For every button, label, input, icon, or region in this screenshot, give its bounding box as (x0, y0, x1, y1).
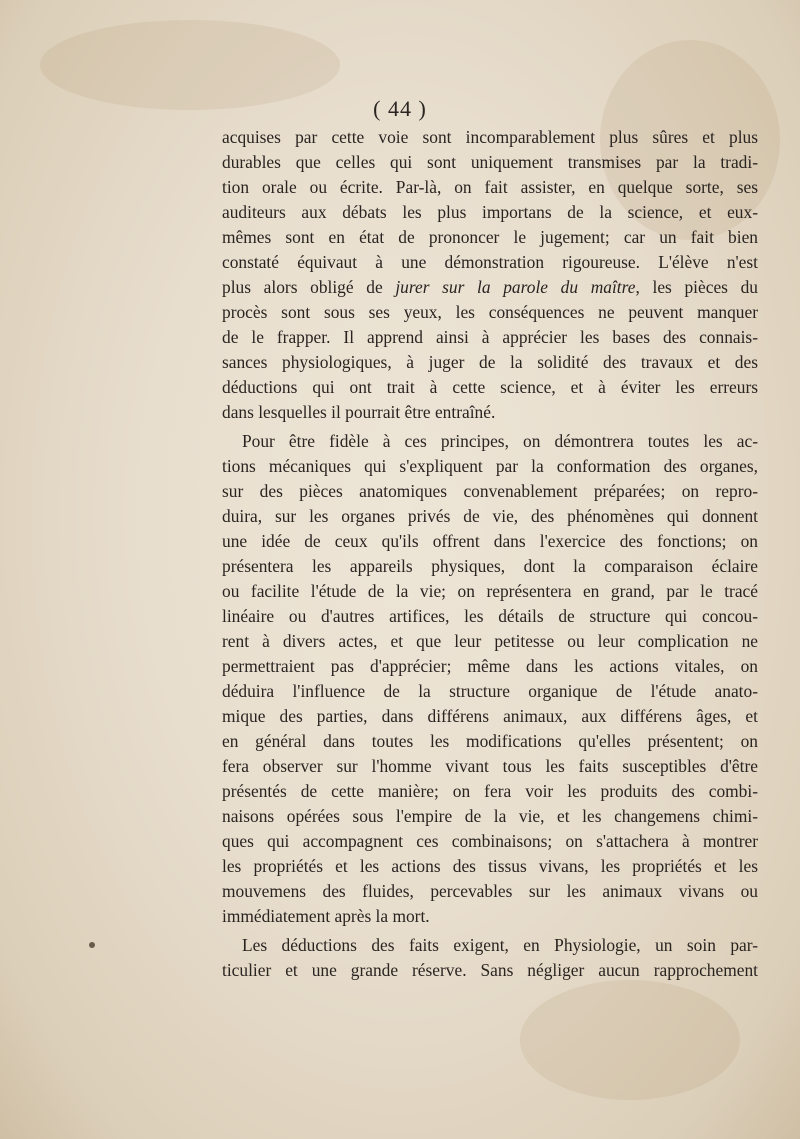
text-line: fera observer sur l'homme vivant tous les faits susceptibles d'être (222, 756, 758, 776)
text-line: sances physiologiques, à juger de la solidité des travaux et des (222, 352, 758, 372)
text-line: acquises par cette voie sont incomparablement plus sûres et plus (222, 127, 758, 147)
text-line: ques qui accompagnent ces combinaisons; on s'attachera à montrer (222, 831, 758, 851)
text-line: procès sont sous ses yeux, les conséquences ne peuvent manquer (222, 302, 758, 322)
text-line: présentera les appareils physiques, dont la comparaison éclaire (222, 556, 758, 576)
text-line: auditeurs aux débats les plus importans de la science, et eux- (222, 202, 758, 222)
text-line: mouvemens des fluides, percevables sur les animaux vivans ou (222, 881, 758, 901)
text-line: mêmes sont en état de prononcer le jugement; car un fait bien (222, 227, 758, 247)
text-line: permettraient pas d'apprécier; même dans les actions vitales, on (222, 656, 758, 676)
paper-stain (520, 980, 740, 1100)
text-line: déduira l'influence de la structure organique de l'étude anato- (222, 681, 758, 701)
text-line: rent à divers actes, et que leur petitesse ou leur complication ne (222, 631, 758, 651)
text-line: déductions qui ont trait à cette science, et à éviter les erreurs (222, 377, 758, 397)
text-line: sur des pièces anatomiques convenablement préparées; on repro- (222, 481, 758, 501)
text-line-with-italic (222, 275, 758, 300)
text-line: durables que celles qui sont uniquement transmises par la tradi- (222, 152, 758, 172)
body-text (222, 125, 758, 983)
text-segment: , les pièces du (635, 277, 758, 297)
text-line: les propriétés et les actions des tissus vivans, les propriétés et les (222, 856, 758, 876)
text-line: Les déductions des faits exigent, en Physiologie, un soin par- (242, 935, 758, 955)
text-segment: plus alors obligé de (222, 277, 396, 297)
text-line: tions mécaniques qui s'expliquent par la conformation des organes, (222, 456, 758, 476)
text-line: en général dans toutes les modifications qu'elles présentent; on (222, 731, 758, 751)
text-line: ticulier et une grande réserve. Sans négliger aucun rapprochement (222, 960, 758, 980)
text-line: linéaire ou d'autres artifices, les détails de structure qui concou- (222, 606, 758, 626)
text-line: présentés de cette manière; on fera voir les produits des combi- (222, 781, 758, 801)
text-line: Pour être fidèle à ces principes, on démontrera toutes les ac- (242, 431, 758, 451)
text-line: immédiatement après la mort. (222, 906, 430, 926)
text-line: duira, sur les organes privés de vie, des phénomènes qui donnent (222, 506, 758, 526)
text-line: dans lesquelles il pourrait être entraîné. (222, 402, 496, 422)
text-line: tion orale ou écrite. Par-là, on fait assister, en quelque sorte, ses (222, 177, 758, 197)
text-line: mique des parties, dans différens animaux, aux différens âges, et (222, 706, 758, 726)
text-line: une idée de ceux qu'ils offrent dans l'exercice des fonctions; on (222, 531, 758, 551)
page-number: ( 44 ) (373, 96, 427, 121)
ink-spot (89, 942, 95, 948)
italic-phrase: jurer sur la parole du maître (395, 277, 636, 297)
text-line: constaté équivaut à une démonstration rigoureuse. L'élève n'est (222, 252, 758, 272)
text-line: naisons opérées sous l'empire de la vie, et les changemens chimi- (222, 806, 758, 826)
text-line: de le frapper. Il apprend ainsi à apprécier les bases des connais- (222, 327, 758, 347)
text-line: ou facilite l'étude de la vie; on représentera en grand, par le tracé (222, 581, 758, 601)
